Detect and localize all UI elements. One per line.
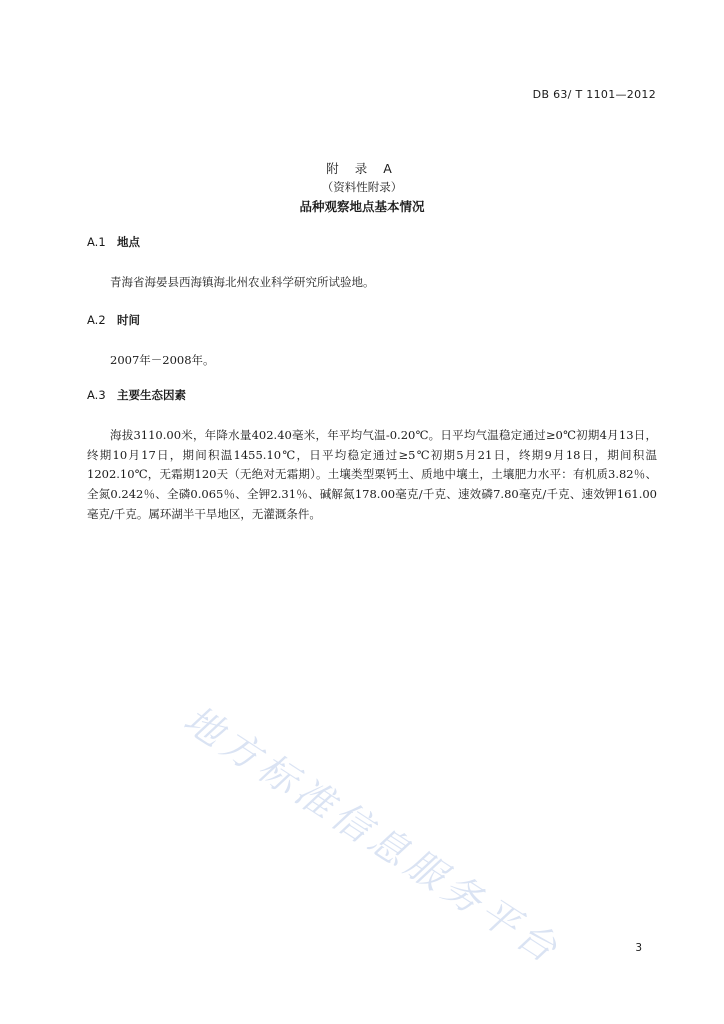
section-title: 主要生态因素 bbox=[117, 388, 186, 402]
watermark: 地方标准信息服务平台 bbox=[176, 696, 570, 974]
section-time bbox=[87, 311, 657, 371]
section-ecology bbox=[87, 386, 657, 525]
section-body: 2007年－2008年。 bbox=[110, 353, 215, 367]
section-location bbox=[87, 233, 657, 293]
annex-header bbox=[0, 160, 724, 217]
annex-type: （资料性附录） bbox=[321, 180, 403, 194]
section-heading bbox=[87, 233, 657, 251]
annex-title: 附 录 A bbox=[326, 161, 398, 176]
section-number: A.3 bbox=[87, 388, 106, 402]
page-number: 3 bbox=[635, 942, 642, 954]
annex-name: 品种观察地点基本情况 bbox=[299, 199, 425, 214]
section-heading bbox=[87, 311, 657, 329]
section-title: 地点 bbox=[117, 235, 140, 249]
standard-code: DB 63/ T 1101—2012 bbox=[532, 88, 656, 101]
section-body: 青海省海晏县西海镇海北州农业科学研究所试验地。 bbox=[110, 275, 375, 289]
section-title: 时间 bbox=[117, 313, 140, 327]
section-body: 海拔3110.00米，年降水量402.40毫米，年平均气温-0.20℃。日平均气温稳定通过≥0℃初期4月13日，终期10月17日，期间积温1455.10℃，日平均稳定通过≥5℃初期5月21日，终期9月18日，期间积温1202.10℃，无霜期120天（无绝对无霜期）。土壤类型栗钙土、质地中壤土，土壤肥力水平：有机质3.82％、全氮0.242％、全磷0.065％、全钾2.31％、碱解氮178.00毫克/千克、速效磷7.80毫克/千克、速效钾161.00毫克/千克。属环湖半干旱地区，无灌溉条件。 bbox=[87, 428, 657, 521]
section-number: A.2 bbox=[87, 313, 106, 327]
section-number: A.1 bbox=[87, 235, 106, 249]
section-heading bbox=[87, 386, 657, 404]
